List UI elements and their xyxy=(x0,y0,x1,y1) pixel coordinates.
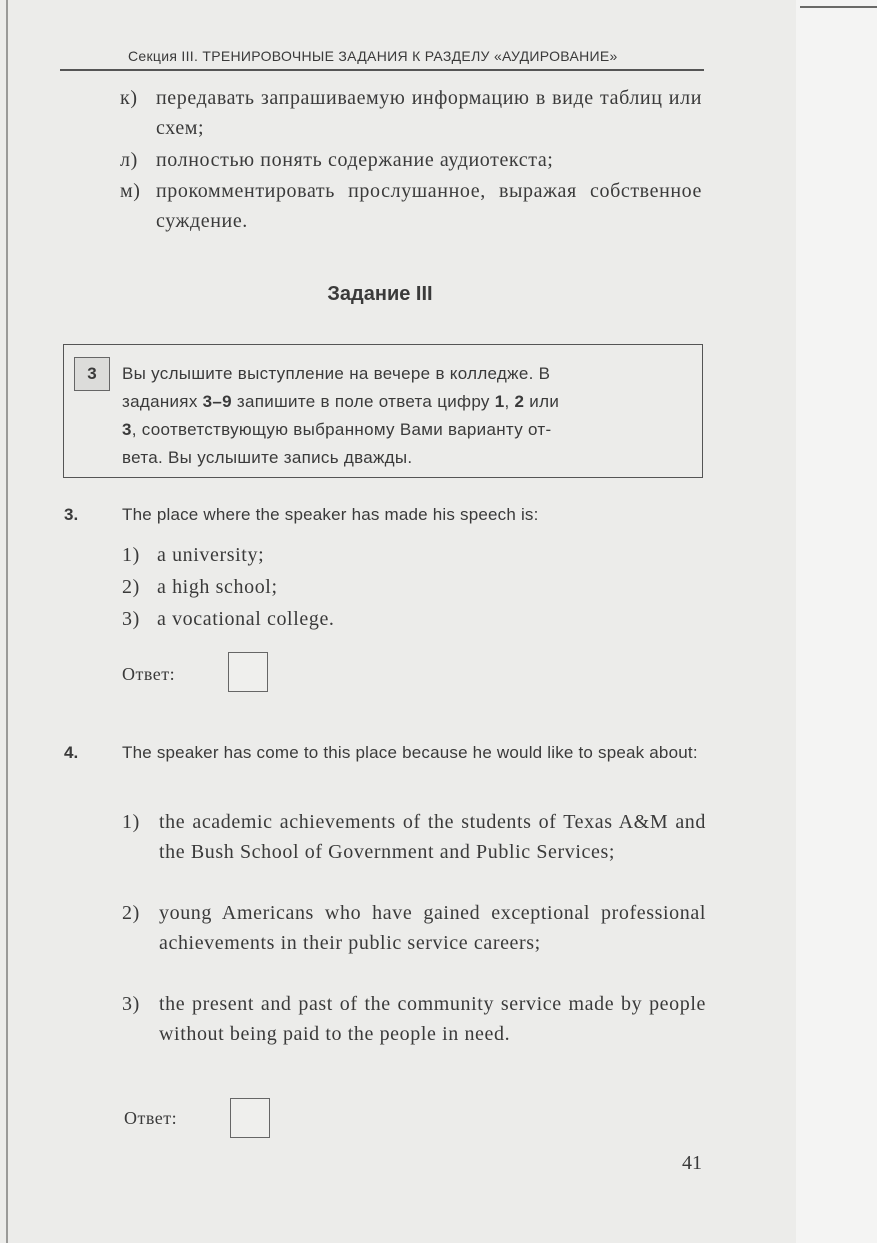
section-title: Задание III xyxy=(327,283,433,305)
page-binding-edge xyxy=(6,0,8,1243)
instruction-fragment: или xyxy=(524,392,560,411)
list-item-text: прокомментировать прослушанное, выражая собственное суждение. xyxy=(156,180,702,232)
page-number: 41 xyxy=(682,1152,702,1174)
instruction-line: вета. Вы услышите запись дважды. xyxy=(122,448,413,467)
option-text: a high school; xyxy=(157,576,278,598)
instruction-bold: 3–9 xyxy=(202,392,232,411)
answer-option xyxy=(122,540,704,570)
list-item-text: передавать запрашиваемую информацию в виде таблиц или схем; xyxy=(156,87,702,139)
answer-label: Ответ: xyxy=(124,1108,178,1128)
option-text: a vocational college. xyxy=(157,608,335,630)
instruction-fragment: запишите в поле ответа цифру xyxy=(231,392,495,411)
task-number-badge: 3 xyxy=(74,357,110,391)
answer-option xyxy=(122,604,704,634)
question-number: 3. xyxy=(64,505,79,524)
running-head: Секция III. ТРЕНИРОВОЧНЫЕ ЗАДАНИЯ К РАЗДЕЛУ «АУДИРОВАНИЕ» xyxy=(128,48,618,64)
answer-label: Ответ: xyxy=(122,664,176,684)
instruction-fragment: заданиях xyxy=(122,392,203,411)
option-text: the present and past of the community service made by people without being paid to the people in need. xyxy=(159,993,706,1045)
option-text: the academic achievements of the students of Texas A&M and the Bush School of Government and Public Services; xyxy=(159,811,706,863)
instruction-line: Вы услышите выступление на вечере в колледже. В xyxy=(122,364,551,383)
list-item xyxy=(120,83,702,143)
list-marker: к) xyxy=(120,87,138,109)
question-stem: The place where the speaker has made his speech is: xyxy=(122,505,539,524)
scan-margin xyxy=(796,0,877,1243)
instruction-fragment: , xyxy=(504,392,515,411)
answer-option xyxy=(122,898,706,958)
answer-option xyxy=(122,989,706,1049)
instruction-bold: 2 xyxy=(514,392,525,411)
answer-input-box[interactable] xyxy=(230,1098,270,1138)
answer-option xyxy=(122,807,706,867)
answer-input-box[interactable] xyxy=(228,652,268,692)
list-item-text: полностью понять содержание аудиотекста; xyxy=(156,149,554,171)
option-marker: 3) xyxy=(122,993,140,1015)
option-marker: 1) xyxy=(122,811,140,833)
answer-option xyxy=(122,572,704,602)
instruction-box xyxy=(63,344,703,478)
option-marker: 1) xyxy=(122,544,140,566)
scan-edge-line xyxy=(800,6,877,8)
list-marker: м) xyxy=(120,180,141,202)
option-marker: 2) xyxy=(122,902,140,924)
list-item xyxy=(120,176,702,236)
option-marker: 2) xyxy=(122,576,140,598)
list-item xyxy=(120,145,702,175)
instruction-text xyxy=(122,360,688,472)
instruction-bold: 1 xyxy=(494,392,505,411)
option-text: young Americans who have gained exceptional professional achievements in their public service careers; xyxy=(159,902,706,954)
instruction-fragment: , соответствующую выбранному Вами варианту от- xyxy=(131,420,552,439)
option-text: a university; xyxy=(157,544,265,566)
question-number: 4. xyxy=(64,743,79,762)
list-marker: л) xyxy=(120,149,138,171)
instruction-bold: 3 xyxy=(122,420,132,439)
option-marker: 3) xyxy=(122,608,140,630)
header-rule xyxy=(60,69,704,71)
question-stem: The speaker has come to this place because he would like to speak about: xyxy=(122,743,698,762)
